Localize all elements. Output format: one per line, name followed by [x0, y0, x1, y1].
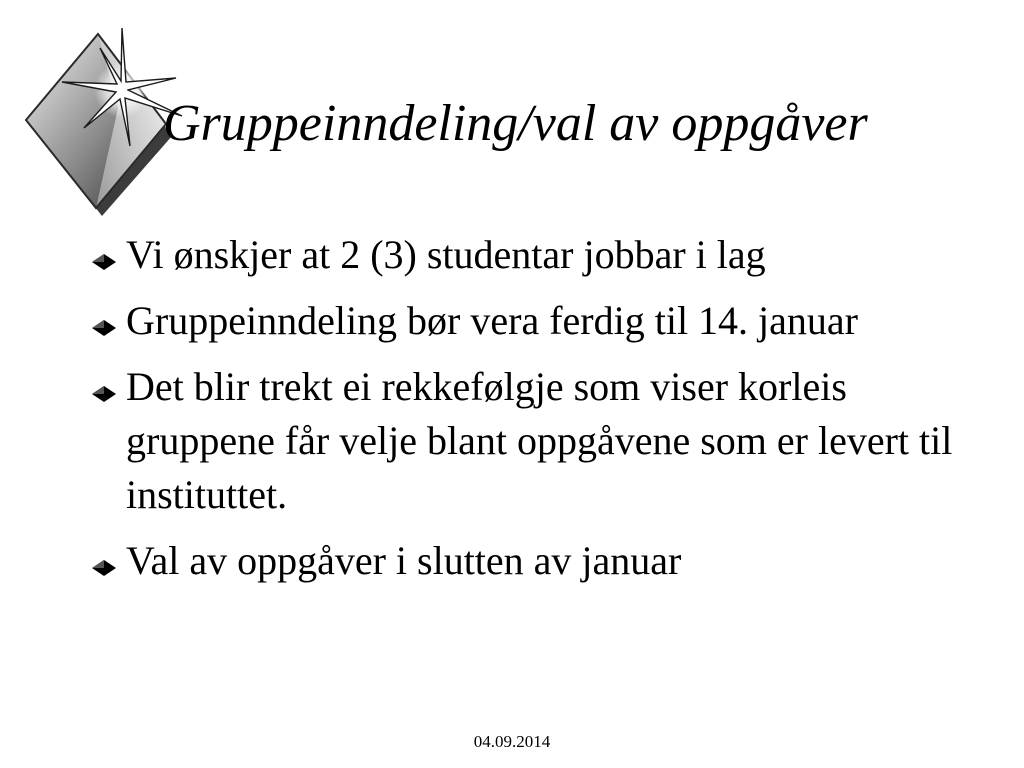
bullet-list — [88, 228, 968, 600]
bullet-text: Gruppeinndeling bør vera ferdig til 14. januar — [126, 298, 858, 343]
bullet-text: Det blir trekt ei rekkefølgje som viser korleis gruppene får velje blant oppgåvene som er levert til instituttet. — [126, 364, 953, 517]
diamond-bullet-icon — [90, 317, 118, 337]
bullet-text: Val av oppgåver i slutten av januar — [126, 538, 682, 583]
bullet-item — [88, 534, 968, 588]
bullet-item — [88, 228, 968, 282]
bullet-text: Vi ønskjer at 2 (3) studentar jobbar i lag — [126, 232, 766, 277]
footer-date: 04.09.2014 — [473, 732, 551, 751]
bullet-item — [88, 294, 968, 348]
slide-title: Gruppeinndeling/val av oppgåver — [163, 95, 868, 152]
bullet-item — [88, 360, 968, 522]
diamond-bullet-icon — [90, 557, 118, 577]
diamond-bullet-icon — [90, 383, 118, 403]
diamond-bullet-icon — [90, 251, 118, 271]
